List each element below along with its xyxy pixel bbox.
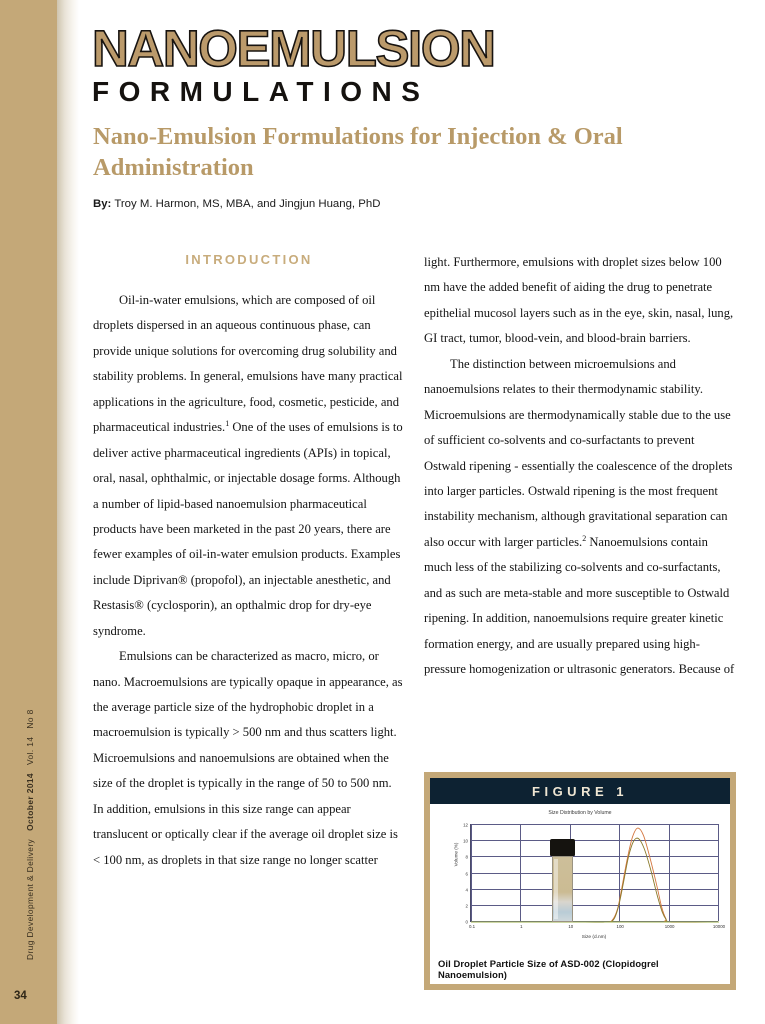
paragraph [424,352,736,683]
paragraph-text: Oil-in-water emulsions, which are composed of oil droplets dispersed in an aqueous continuous phase, can provide unique solutions for overcoming drug solubility and stability problems. In general, emulsions have many practical applications in the agriculture, food, cosmetic, pesticide, and pharmaceutical industries. [93,293,403,435]
sidebar-number: No 8 [25,709,35,729]
x-tick-label: 1000 [664,924,675,929]
footnote-marker-2: 2 [582,533,587,543]
page-gutter-shadow [57,0,79,1024]
x-tick-label: 1 [520,924,523,929]
figure-header-band [430,778,730,804]
y-tick-label: 2 [465,903,468,909]
masthead [92,20,732,108]
chart-y-axis-label: Volume (%) [453,842,459,867]
vial-highlight [554,859,558,919]
footnote-marker-1: 1 [225,419,230,428]
paragraph [93,288,405,644]
left-sidebar [0,0,57,1024]
article-title: Nano-Emulsion Formulations for Injection & Oral Administration [93,123,623,181]
figure-1-box [424,772,736,990]
sidebar-volume: Vol. 14 [25,736,35,765]
paragraph-text: The distinction between microemulsions and nanoemulsions relates to their thermodynamic stability. Microemulsions are thermodynamically stable due to the use of sufficient co-solvents and co-surfactants to prevent Ostwald ripening - essentially the coalescence of the droplets into larger particles. Ostwald ripening is the most frequent instability mechanism, although gravitational separation can also occur with larger particles. [424,356,733,549]
figure-caption-area [430,954,730,984]
figure-label: FIGURE 1 [532,783,628,799]
x-tick-label: 100 [616,924,624,929]
sidebar-running-head [10,200,50,960]
sidebar-journal-name: Drug Development & Delivery [25,838,35,960]
byline-prefix: By: [93,198,112,210]
body-right-column [424,250,736,682]
sidebar-issue-date: October 2014 [25,773,35,831]
x-tick-label: 0.1 [468,924,476,929]
byline-authors: Troy M. Harmon, MS, MBA, and Jingjun Huang, PhD [114,198,381,210]
y-tick-label: 10 [463,838,468,844]
y-tick-label: 4 [465,887,468,893]
y-tick-label: 6 [465,871,468,876]
y-tick-label: 0 [465,919,468,925]
article-byline [93,198,380,210]
vial-photo-inset [549,839,576,922]
vial-cap [550,839,575,856]
paragraph: Emulsions can be characterized as macro, micro, or nano. Macroemulsions are typically opaque in appearance, as the average particle size of the hydrophobic droplet in a macroemulsion is typically > 500 nm and thus scatters light. Microemulsions and nanoemulsions are obtained when the size of the droplet is typically in the range of 50 to 500 nm. In addition, emulsions in this size range can appear translucent or optically clear if the average oil droplet size is < 100 nm, as droplets in that size range no longer scatter [93,649,403,867]
x-tick-label: 10 [568,924,574,929]
chart-x-axis-label: Size (d.nm) [581,935,607,940]
page-content [88,0,750,1024]
x-tick-label: 10000 [712,924,726,929]
figure-chart-area [430,804,730,954]
chart-plot-area [463,822,726,929]
figure-caption: Oil Droplet Particle Size of ASD-002 (Clopidogrel Nanoemulsion) [438,958,659,980]
chart-series-curves [471,824,719,922]
y-tick-label: 12 [463,822,468,828]
section-heading-introduction: INTRODUCTION [185,252,313,267]
masthead-title-line1: NANOEMULSION [92,20,495,77]
page-number: 34 [14,990,27,1002]
paragraph-text-cont: Nanoemulsions contain much less of the stabilizing co-solvents and co-surfactants, and as such are meta-stable and more susceptible to Ostwald ripening. In addition, nanoemulsions require greater kinetic formation energy, and are usually prepared using high-pressure homogenization or ultrasonic generators. Because of [424,534,735,676]
masthead-title-line2: FORMULATIONS [92,75,430,107]
body-left-column [93,288,405,873]
y-tick-label: 8 [465,854,468,860]
paragraph: light. Furthermore, emulsions with droplet sizes below 100 nm have the added benefit of aiding the drug to penetrate epithelial mucosol layers such as in the eye, skin, nasal, lung, GI tract, tumor, blood-vein, and blood-brain barriers. [424,255,734,346]
chart-title: Size Distribution by Volume [548,810,612,816]
paragraph-text-cont: One of the uses of emulsions is to deliver active pharmaceutical ingredients (APIs) in topical, oral, nasal, ophthalmic, or injectable dosage forms. Although a number of lipid-based nanoemulsion pharmaceutical products have been marketed in the past 20 years, there are fewer examples of oil-in-water emulsion products. Examples include Diprivan® (propofol), an injectable anesthetic, and Restasis® (cyclosporin), an opthalmic drop for dry-eye syndrome. [93,420,403,638]
